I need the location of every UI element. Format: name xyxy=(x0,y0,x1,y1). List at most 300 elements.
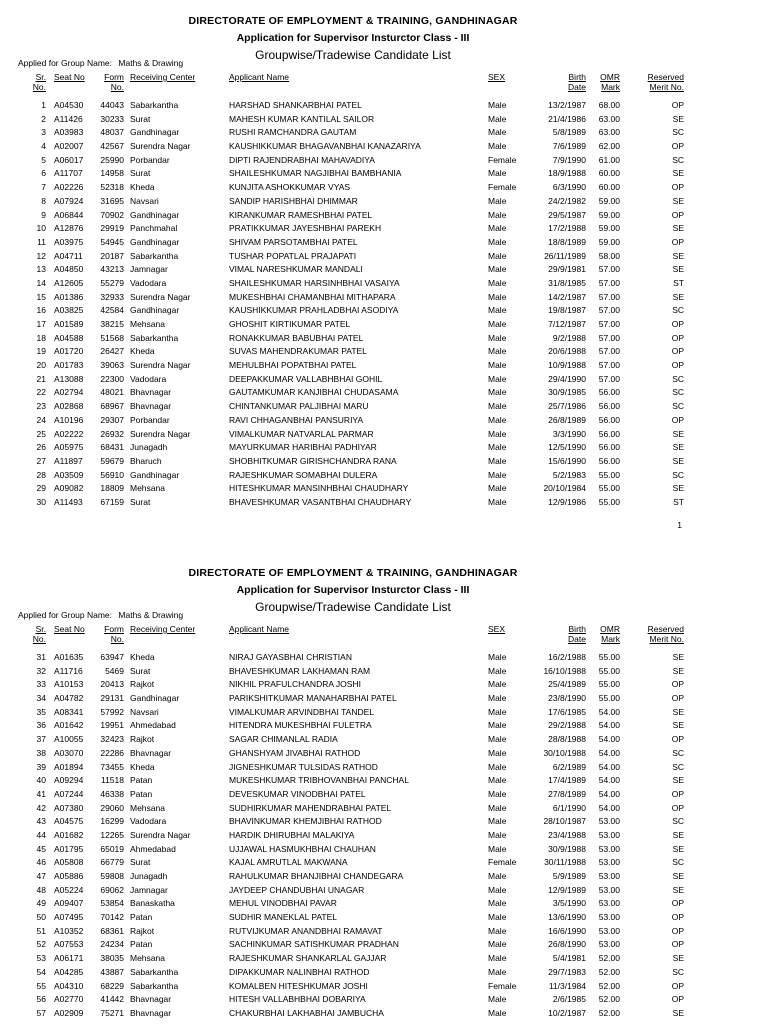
cell-reserved-merit: SE xyxy=(672,665,684,676)
header-form-no: Form No. xyxy=(104,72,124,92)
cell-omr-mark: 61.00 xyxy=(598,154,620,165)
cell-seat-no: A03983 xyxy=(54,127,84,138)
cell-receiving-center: Patan xyxy=(130,775,153,786)
cell-birth-date: 29/9/1981 xyxy=(548,264,586,275)
cell-receiving-center: Vadodara xyxy=(130,373,167,384)
cell-form-no: 67159 xyxy=(100,496,124,507)
cell-birth-date: 6/3/1990 xyxy=(552,182,586,193)
cell-sr-no: 36 xyxy=(36,720,46,731)
cell-seat-no: A04711 xyxy=(54,250,83,261)
header-omr-mark: OMR Mark xyxy=(600,72,620,92)
cell-seat-no: A04530 xyxy=(54,100,84,110)
cell-birth-date: 12/9/1986 xyxy=(548,496,586,507)
cell-form-no: 68361 xyxy=(100,925,124,936)
cell-reserved-merit: SC xyxy=(672,373,684,384)
cell-omr-mark: 60.00 xyxy=(598,168,620,179)
cell-seat-no: A07495 xyxy=(54,912,84,923)
cell-sr-no: 9 xyxy=(41,209,46,220)
cell-form-no: 59679 xyxy=(100,455,124,466)
cell-form-no: 68229 xyxy=(100,980,124,991)
cell-omr-mark: 56.00 xyxy=(598,387,620,398)
cell-birth-date: 3/3/1990 xyxy=(552,428,586,439)
table-row xyxy=(0,911,768,925)
cell-birth-date: 7/12/1987 xyxy=(548,319,586,329)
cell-receiving-center: Mehsana xyxy=(130,953,165,964)
cell-sex: Male xyxy=(488,496,507,507)
table-row xyxy=(0,222,768,236)
cell-seat-no: A05886 xyxy=(54,871,84,881)
cell-sr-no: 29 xyxy=(36,483,46,494)
cell-omr-mark: 57.00 xyxy=(598,291,620,302)
cell-sex: Male xyxy=(488,665,507,676)
table-row xyxy=(0,209,768,223)
cell-form-no: 22286 xyxy=(100,747,124,758)
cell-sex: Male xyxy=(488,884,507,895)
cell-seat-no: A03975 xyxy=(54,236,84,247)
cell-seat-no: A10153 xyxy=(54,679,84,690)
cell-reserved-merit: SC xyxy=(672,127,684,138)
cell-sex: Male xyxy=(488,236,507,247)
cell-reserved-merit: SE xyxy=(672,652,684,662)
candidate-table xyxy=(0,651,768,1021)
cell-form-no: 68431 xyxy=(100,442,124,453)
cell-birth-date: 7/9/1990 xyxy=(552,154,586,165)
table-row xyxy=(0,263,768,277)
cell-reserved-merit: OP xyxy=(671,332,684,343)
cell-omr-mark: 52.00 xyxy=(598,1007,620,1018)
cell-reserved-merit: OP xyxy=(671,925,684,936)
cell-sex: Male xyxy=(488,277,507,288)
cell-sex: Male xyxy=(488,209,507,220)
cell-applicant-name: RUSHI RAMCHANDRA GAUTAM xyxy=(229,127,357,138)
cell-birth-date: 2/6/1985 xyxy=(552,994,586,1005)
table-row xyxy=(0,469,768,483)
cell-sex: Male xyxy=(488,816,507,827)
cell-reserved-merit: OP xyxy=(671,898,684,909)
cell-receiving-center: Gandhinagar xyxy=(130,693,180,704)
cell-sr-no: 11 xyxy=(37,236,46,247)
cell-sex: Male xyxy=(488,898,507,909)
table-row xyxy=(0,291,768,305)
header-form-no: Form No. xyxy=(104,624,124,644)
cell-birth-date: 15/6/1990 xyxy=(548,455,586,466)
cell-seat-no: A04782 xyxy=(54,693,84,704)
cell-receiving-center: Surendra Nagar xyxy=(130,141,191,152)
cell-applicant-name: NIKHIL PRAFULCHANDRA JOSHI xyxy=(229,679,361,690)
cell-sex: Female xyxy=(488,857,517,868)
header-applicant-name: Applicant Name xyxy=(229,624,290,634)
cell-form-no: 12265 xyxy=(100,829,124,840)
candidate-table xyxy=(0,99,768,510)
table-row xyxy=(0,980,768,994)
cell-receiving-center: Surendra Nagar xyxy=(130,360,191,371)
cell-applicant-name: MUKESHKUMAR TRIBHOVANBHAI PANCHAL xyxy=(229,775,409,786)
cell-form-no: 43213 xyxy=(100,264,124,275)
cell-reserved-merit: OP xyxy=(671,912,684,923)
list-title: Groupwise/Tradewise Candidate List xyxy=(255,48,451,62)
cell-applicant-name: HITESHKUMAR MANSINHBHAI CHAUDHARY xyxy=(229,483,409,494)
cell-applicant-name: DIPTI RAJENDRABHAI MAHAVADIYA xyxy=(229,154,375,165)
cell-sr-no: 4 xyxy=(41,141,46,152)
cell-sr-no: 55 xyxy=(36,980,46,991)
cell-birth-date: 16/2/1988 xyxy=(548,652,586,662)
cell-seat-no: A12605 xyxy=(54,277,84,288)
cell-form-no: 44043 xyxy=(100,100,124,110)
cell-sex: Male xyxy=(488,223,507,234)
cell-reserved-merit: OP xyxy=(671,802,684,813)
cell-seat-no: A04285 xyxy=(54,966,84,977)
table-row xyxy=(0,496,768,510)
directorate-heading: DIRECTORATE OF EMPLOYMENT & TRAINING, GANDHINAGAR xyxy=(188,567,518,579)
cell-applicant-name: RAHULKUMAR BHANJIBHAI CHANDEGARA xyxy=(229,871,404,881)
header-sr-no: Sr. No. xyxy=(32,72,46,92)
cell-receiving-center: Bhavnagar xyxy=(130,401,172,412)
table-row xyxy=(0,236,768,250)
cell-reserved-merit: OP xyxy=(671,679,684,690)
cell-sr-no: 42 xyxy=(36,802,46,813)
cell-seat-no: A02909 xyxy=(54,1007,84,1018)
cell-sex: Male xyxy=(488,966,507,977)
cell-form-no: 54945 xyxy=(100,236,124,247)
cell-sr-no: 16 xyxy=(36,305,46,316)
cell-omr-mark: 52.00 xyxy=(598,994,620,1005)
cell-sr-no: 50 xyxy=(36,912,46,923)
cell-seat-no: A01682 xyxy=(54,829,84,840)
cell-birth-date: 3/5/1990 xyxy=(552,898,586,909)
cell-birth-date: 26/8/1989 xyxy=(548,414,586,425)
cell-applicant-name: VIMALKUMAR NATVARLAL PARMAR xyxy=(229,428,374,439)
cell-seat-no: A06017 xyxy=(54,154,84,165)
cell-reserved-merit: SC xyxy=(672,387,684,398)
cell-receiving-center: Vadodara xyxy=(130,816,167,827)
cell-birth-date: 30/11/1988 xyxy=(544,857,586,868)
table-row xyxy=(0,733,768,747)
cell-applicant-name: SUDHIR MANEKLAL PATEL xyxy=(229,912,338,923)
cell-reserved-merit: OP xyxy=(671,346,684,357)
cell-sex: Male xyxy=(488,871,507,881)
cell-omr-mark: 55.00 xyxy=(598,652,620,662)
table-row xyxy=(0,373,768,387)
cell-sr-no: 17 xyxy=(36,319,46,329)
cell-sr-no: 57 xyxy=(36,1007,46,1018)
cell-reserved-merit: SE xyxy=(672,264,684,275)
cell-seat-no: A04575 xyxy=(54,816,84,827)
cell-sex: Male xyxy=(488,250,507,261)
header-birth-date: Birth Date xyxy=(568,624,586,644)
cell-receiving-center: Rajkot xyxy=(130,679,155,690)
cell-form-no: 29919 xyxy=(100,223,124,234)
cell-form-no: 11518 xyxy=(100,775,124,786)
cell-sr-no: 1 xyxy=(41,100,46,110)
cell-seat-no: A01795 xyxy=(54,843,84,854)
cell-sex: Male xyxy=(488,168,507,179)
cell-receiving-center: Banaskatha xyxy=(130,898,175,909)
table-row xyxy=(0,651,768,665)
cell-form-no: 73455 xyxy=(100,761,124,772)
cell-sex: Male xyxy=(488,747,507,758)
header-receiving-center: Receiving Center xyxy=(130,624,196,634)
cell-form-no: 43887 xyxy=(100,966,124,977)
table-row xyxy=(0,332,768,346)
cell-sr-no: 32 xyxy=(36,665,46,676)
cell-receiving-center: Sabarkantha xyxy=(130,100,179,110)
cell-seat-no: A01783 xyxy=(54,360,84,371)
cell-sr-no: 23 xyxy=(36,401,46,412)
cell-applicant-name: SANDIP HARISHBHAI DHIMMAR xyxy=(229,195,358,206)
cell-applicant-name: BHAVINKUMAR KHEMJIBHAI RATHOD xyxy=(229,816,382,827)
cell-reserved-merit: OP xyxy=(671,414,684,425)
table-row xyxy=(0,345,768,359)
table-row xyxy=(0,167,768,181)
table-row xyxy=(0,441,768,455)
cell-omr-mark: 53.00 xyxy=(598,871,620,881)
cell-receiving-center: Bhavnagar xyxy=(130,747,172,758)
cell-birth-date: 25/7/1986 xyxy=(548,401,586,412)
table-row xyxy=(0,414,768,428)
cell-birth-date: 18/9/1988 xyxy=(548,168,586,179)
cell-birth-date: 16/10/1988 xyxy=(543,665,586,676)
cell-omr-mark: 53.00 xyxy=(598,816,620,827)
cell-receiving-center: Porbandar xyxy=(130,154,170,165)
cell-receiving-center: Patan xyxy=(130,939,153,950)
cell-sr-no: 13 xyxy=(36,264,46,275)
cell-omr-mark: 56.00 xyxy=(598,414,620,425)
header-sr-no: Sr. No. xyxy=(32,624,46,644)
cell-receiving-center: Surat xyxy=(130,168,151,179)
cell-birth-date: 20/6/1988 xyxy=(548,346,586,357)
cell-sr-no: 56 xyxy=(36,994,46,1005)
cell-reserved-merit: OP xyxy=(671,994,684,1005)
cell-seat-no: A02226 xyxy=(54,182,84,193)
cell-sex: Male xyxy=(488,761,507,772)
header-reserved-merit: Reserved Merit No. xyxy=(647,624,684,644)
header-sex: SEX xyxy=(488,72,506,82)
table-row xyxy=(0,993,768,1007)
cell-omr-mark: 54.00 xyxy=(598,706,620,717)
cell-omr-mark: 57.00 xyxy=(598,305,620,316)
cell-receiving-center: Junagadh xyxy=(130,442,168,453)
cell-form-no: 51568 xyxy=(100,332,124,343)
cell-seat-no: A05808 xyxy=(54,857,84,868)
cell-receiving-center: Rajkot xyxy=(130,734,155,745)
cell-sr-no: 35 xyxy=(36,706,46,717)
cell-applicant-name: KAJAL AMRUTLAL MAKWANA xyxy=(229,857,348,868)
cell-birth-date: 5/8/1989 xyxy=(552,127,586,138)
cell-seat-no: A01386 xyxy=(54,291,84,302)
cell-form-no: 29060 xyxy=(100,802,124,813)
cell-sex: Male xyxy=(488,469,507,480)
cell-applicant-name: SACHINKUMAR SATISHKUMAR PRADHAN xyxy=(229,939,399,950)
cell-form-no: 19951 xyxy=(100,720,124,731)
cell-form-no: 5469 xyxy=(105,665,124,676)
cell-birth-date: 24/2/1982 xyxy=(548,195,586,206)
cell-seat-no: A07380 xyxy=(54,802,84,813)
cell-receiving-center: Ahmedabad xyxy=(130,843,176,854)
cell-birth-date: 14/2/1987 xyxy=(548,291,586,302)
cell-applicant-name: DEVESKUMAR VINODBHAI PATEL xyxy=(229,788,366,799)
cell-form-no: 63947 xyxy=(100,652,124,662)
cell-birth-date: 29/5/1987 xyxy=(548,209,586,220)
cell-seat-no: A02868 xyxy=(54,401,84,412)
cell-birth-date: 10/9/1988 xyxy=(548,360,586,371)
cell-sr-no: 21 xyxy=(36,373,46,384)
group-value: Maths & Drawing xyxy=(118,58,184,68)
cell-birth-date: 29/4/1990 xyxy=(548,373,586,384)
cell-seat-no: A04310 xyxy=(54,980,84,991)
table-row xyxy=(0,925,768,939)
cell-receiving-center: Bhavnagar xyxy=(130,1007,172,1018)
cell-form-no: 41442 xyxy=(100,994,124,1005)
table-header xyxy=(0,625,768,649)
cell-form-no: 38215 xyxy=(100,319,124,329)
cell-omr-mark: 55.00 xyxy=(598,496,620,507)
cell-birth-date: 17/2/1988 xyxy=(548,223,586,234)
cell-applicant-name: SHOBHITKUMAR GIRISHCHANDRA RANA xyxy=(229,455,397,466)
cell-sr-no: 52 xyxy=(36,939,46,950)
cell-applicant-name: VIMAL NARESHKUMAR MANDALI xyxy=(229,264,363,275)
cell-receiving-center: Surendra Nagar xyxy=(130,291,191,302)
cell-applicant-name: RUTVIJKUMAR ANANDBHAI RAMAVAT xyxy=(229,925,383,936)
header-seat-no: Seat No xyxy=(54,624,85,634)
cell-receiving-center: Jamnagar xyxy=(130,884,168,895)
cell-form-no: 42584 xyxy=(100,305,124,316)
cell-form-no: 52318 xyxy=(100,182,124,193)
cell-omr-mark: 54.00 xyxy=(598,802,620,813)
table-row xyxy=(0,304,768,318)
cell-birth-date: 5/9/1989 xyxy=(552,871,586,881)
table-row xyxy=(0,99,768,113)
cell-receiving-center: Mehsana xyxy=(130,319,165,329)
cell-seat-no: A11897 xyxy=(54,455,83,466)
cell-receiving-center: Navsari xyxy=(130,706,159,717)
cell-sr-no: 6 xyxy=(41,168,46,179)
cell-applicant-name: KOMALBEN HITESHKUMAR JOSHI xyxy=(229,980,368,991)
cell-sr-no: 43 xyxy=(36,816,46,827)
cell-omr-mark: 59.00 xyxy=(598,209,620,220)
cell-form-no: 38035 xyxy=(100,953,124,964)
table-row xyxy=(0,386,768,400)
cell-form-no: 53854 xyxy=(100,898,124,909)
table-row xyxy=(0,870,768,884)
group-name-line xyxy=(18,610,187,620)
table-row xyxy=(0,774,768,788)
cell-sr-no: 14 xyxy=(36,277,46,288)
cell-sr-no: 49 xyxy=(36,898,46,909)
table-row xyxy=(0,761,768,775)
cell-receiving-center: Porbandar xyxy=(130,414,170,425)
cell-reserved-merit: SE xyxy=(672,223,684,234)
cell-form-no: 57992 xyxy=(100,706,124,717)
cell-omr-mark: 53.00 xyxy=(598,843,620,854)
cell-reserved-merit: SE xyxy=(672,871,684,881)
cell-receiving-center: Rajkot xyxy=(130,925,155,936)
directorate-heading: DIRECTORATE OF EMPLOYMENT & TRAINING, GANDHINAGAR xyxy=(188,15,518,27)
list-title: Groupwise/Tradewise Candidate List xyxy=(255,600,451,614)
cell-omr-mark: 53.00 xyxy=(598,898,620,909)
cell-sr-no: 18 xyxy=(36,332,46,343)
cell-sex: Male xyxy=(488,720,507,731)
table-row xyxy=(0,966,768,980)
cell-reserved-merit: SE xyxy=(672,720,684,731)
cell-birth-date: 20/10/1984 xyxy=(543,483,586,494)
cell-omr-mark: 55.00 xyxy=(598,679,620,690)
cell-seat-no: A11493 xyxy=(54,496,83,507)
cell-receiving-center: Sabarkantha xyxy=(130,966,179,977)
cell-birth-date: 26/8/1990 xyxy=(548,939,586,950)
cell-sex: Male xyxy=(488,775,507,786)
cell-sr-no: 26 xyxy=(36,442,46,453)
cell-seat-no: A06844 xyxy=(54,209,84,220)
cell-form-no: 69062 xyxy=(100,884,124,895)
table-row xyxy=(0,140,768,154)
cell-receiving-center: Kheda xyxy=(130,652,155,662)
cell-form-no: 32423 xyxy=(100,734,124,745)
cell-omr-mark: 56.00 xyxy=(598,401,620,412)
cell-sr-no: 28 xyxy=(36,469,46,480)
table-row xyxy=(0,113,768,127)
cell-applicant-name: DEEPAKKUMAR VALLABHBHAI GOHIL xyxy=(229,373,383,384)
cell-reserved-merit: SE xyxy=(672,775,684,786)
cell-sr-no: 5 xyxy=(41,154,46,165)
table-row xyxy=(0,400,768,414)
cell-seat-no: A10055 xyxy=(54,734,84,745)
cell-sex: Male xyxy=(488,679,507,690)
cell-sr-no: 27 xyxy=(36,455,46,466)
cell-receiving-center: Gandhinagar xyxy=(130,469,180,480)
cell-applicant-name: MAHESH KUMAR KANTILAL SAILOR xyxy=(229,113,375,124)
cell-seat-no: A08341 xyxy=(54,706,84,717)
cell-applicant-name: RAJESHKUMAR SOMABHAI DULERA xyxy=(229,469,378,480)
table-row xyxy=(0,897,768,911)
cell-sr-no: 25 xyxy=(36,428,46,439)
cell-form-no: 56910 xyxy=(100,469,124,480)
cell-applicant-name: HITESH VALLABHBHAI DOBARIYA xyxy=(229,994,366,1005)
group-label: Applied for Group Name: xyxy=(18,610,113,620)
table-row xyxy=(0,719,768,733)
cell-sr-no: 12 xyxy=(36,250,46,261)
cell-omr-mark: 56.00 xyxy=(598,455,620,466)
cell-reserved-merit: SE xyxy=(672,953,684,964)
cell-reserved-merit: OP xyxy=(671,788,684,799)
cell-birth-date: 21/4/1986 xyxy=(548,113,586,124)
cell-applicant-name: KIRANKUMAR RAMESHBHAI PATEL xyxy=(229,209,373,220)
cell-sex: Male xyxy=(488,387,507,398)
cell-form-no: 26932 xyxy=(100,428,124,439)
cell-receiving-center: Panchmahal xyxy=(130,223,178,234)
cell-reserved-merit: SC xyxy=(672,401,684,412)
cell-seat-no: A01720 xyxy=(54,346,84,357)
cell-receiving-center: Junagadh xyxy=(130,871,168,881)
cell-sex: Male xyxy=(488,264,507,275)
cell-seat-no: A09082 xyxy=(54,483,84,494)
cell-sex: Male xyxy=(488,305,507,316)
cell-sr-no: 15 xyxy=(36,291,46,302)
cell-receiving-center: Gandhinagar xyxy=(130,236,180,247)
page-number: 1 xyxy=(677,520,682,530)
cell-omr-mark: 53.00 xyxy=(598,912,620,923)
table-row xyxy=(0,884,768,898)
cell-omr-mark: 54.00 xyxy=(598,734,620,745)
cell-birth-date: 25/4/1989 xyxy=(548,679,586,690)
cell-reserved-merit: SE xyxy=(672,428,684,439)
table-row xyxy=(0,250,768,264)
table-row xyxy=(0,856,768,870)
cell-reserved-merit: OP xyxy=(671,980,684,991)
cell-omr-mark: 63.00 xyxy=(598,127,620,138)
cell-sr-no: 41 xyxy=(36,788,46,799)
cell-birth-date: 23/4/1988 xyxy=(548,829,586,840)
cell-applicant-name: CHINTANKUMAR PALJIBHAI MARU xyxy=(229,401,369,412)
